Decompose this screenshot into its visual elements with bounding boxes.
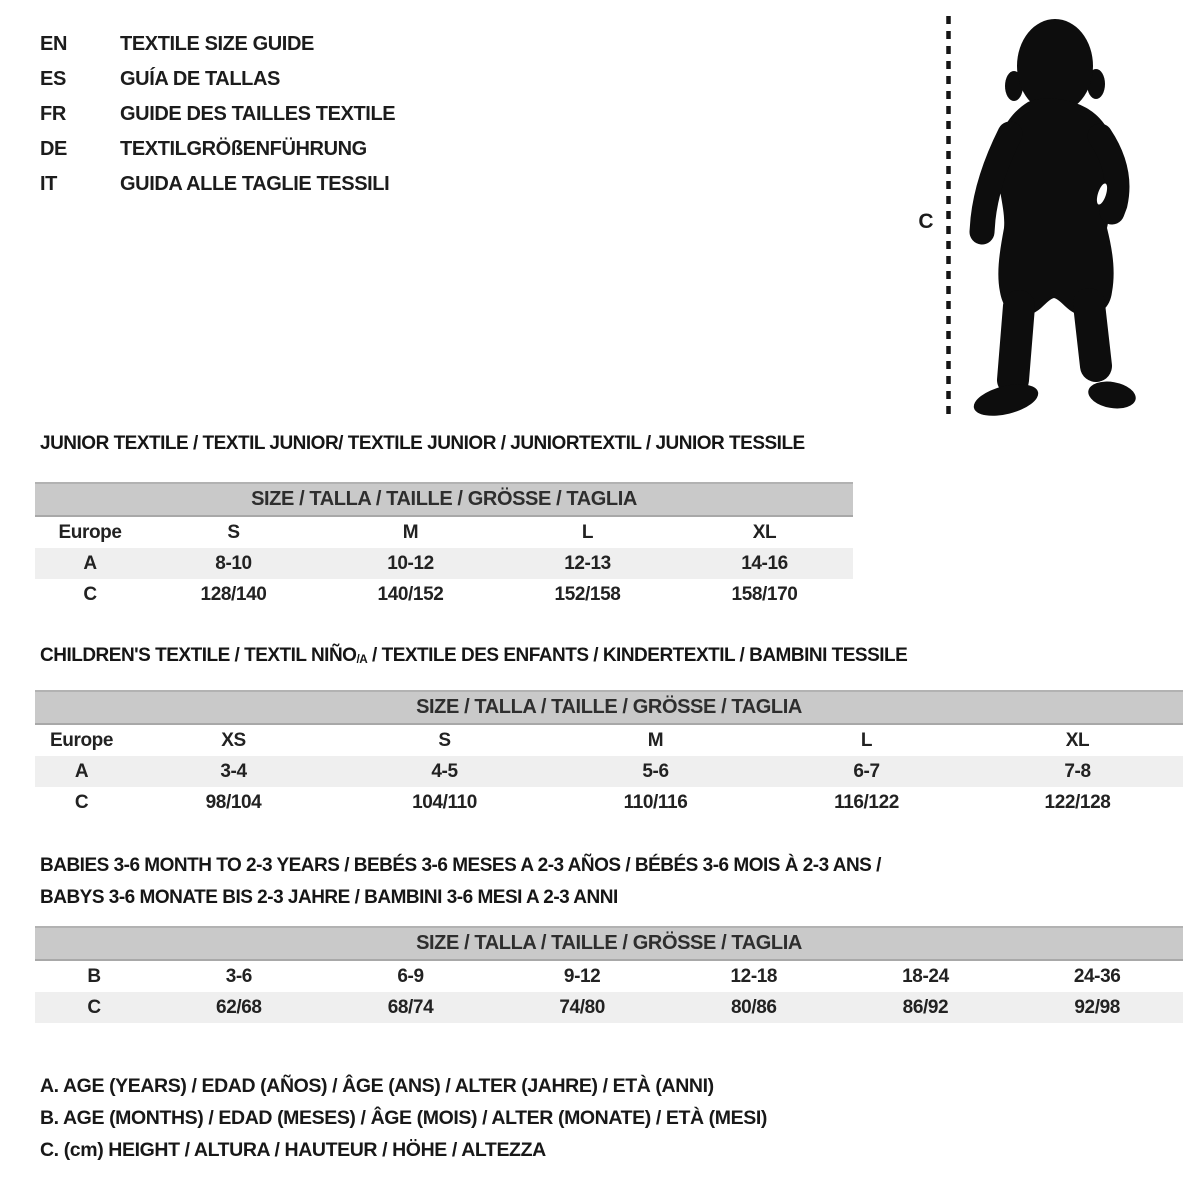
legend-line-c: C. (cm) HEIGHT / ALTURA / HAUTEUR / HÖHE / ALTEZZA: [40, 1139, 546, 1161]
size-cell: 74/80: [496, 992, 668, 1023]
size-cell: XL: [752, 521, 777, 543]
lang-row-de: [40, 132, 395, 167]
size-cell: 92/98: [1011, 992, 1183, 1023]
lang-row-es: [40, 62, 395, 97]
size-cell: 140/152: [377, 583, 444, 605]
size-header-band: SIZE / TALLA / TAILLE / GRÖSSE / TAGLIA: [35, 483, 853, 516]
size-cell: XS: [221, 729, 246, 751]
lang-code: EN: [40, 33, 67, 55]
table-row: [35, 992, 1183, 1023]
table-row: [35, 787, 1183, 818]
row-label: A: [35, 756, 128, 787]
children-title-sub: /A: [356, 653, 368, 667]
size-cell: 110/116: [623, 791, 688, 813]
lang-code: IT: [40, 173, 57, 195]
legend-line-a: A. AGE (YEARS) / EDAD (AÑOS) / ÂGE (ANS) / ALTER (JAHRE) / ETÀ (ANNI): [40, 1075, 714, 1097]
size-cell: 6-9: [397, 965, 424, 987]
children-title-prefix: CHILDREN'S TEXTILE / TEXTIL NIÑO: [40, 645, 357, 666]
row-label: Europe: [58, 521, 122, 543]
size-cell: 122/128: [1044, 791, 1111, 813]
size-cell: XL: [1065, 729, 1090, 751]
size-cell: M: [402, 521, 419, 543]
row-label: A: [35, 548, 145, 579]
size-cell: M: [647, 729, 664, 751]
measurement-legend: [40, 1070, 767, 1166]
lang-title: GUIDE DES TAILLES TEXTILE: [120, 103, 396, 125]
size-cell: 24-36: [1073, 965, 1121, 987]
lang-row-it: [40, 167, 395, 202]
babies-title-line1: BABIES 3-6 MONTH TO 2-3 YEARS / BEBÉS 3-6 MESES A 2-3 AÑOS / BÉBÉS 3-6 MOIS À 2-3 ANS /: [40, 855, 881, 876]
lang-code: FR: [40, 103, 66, 125]
size-cell: S: [227, 521, 240, 543]
children-title-suffix: / TEXTILE DES ENFANTS / KINDERTEXTIL / BAMBINI TESSILE: [367, 645, 908, 666]
size-cell: 158/170: [731, 583, 798, 605]
size-cell: 6-7: [761, 756, 972, 787]
size-cell: 14-16: [676, 548, 853, 579]
babies-size-table: [35, 926, 1183, 1023]
size-cell: 98/104: [205, 791, 262, 813]
size-header-band: SIZE / TALLA / TAILLE / GRÖSSE / TAGLIA: [35, 927, 1183, 960]
size-cell: 80/86: [668, 992, 840, 1023]
size-cell: 18-24: [902, 965, 949, 987]
table-header-row: [35, 927, 1183, 960]
babies-section-title: [40, 850, 881, 914]
children-size-table: [35, 690, 1183, 818]
table-header-row: [35, 691, 1183, 724]
junior-size-table: [35, 482, 853, 610]
language-title-list: [40, 27, 395, 202]
size-cell: 128/140: [200, 583, 267, 605]
size-cell: 8-10: [145, 548, 322, 579]
size-cell: S: [438, 729, 451, 751]
lang-title: GUÍA DE TALLAS: [120, 68, 280, 90]
row-label: C: [74, 791, 89, 813]
size-cell: 152/158: [554, 583, 621, 605]
table-row: [35, 516, 853, 548]
size-cell: 9-12: [563, 965, 601, 987]
row-label: C: [35, 992, 153, 1023]
lang-code: DE: [40, 138, 67, 160]
size-cell: 12-13: [499, 548, 676, 579]
row-label: Europe: [49, 729, 114, 751]
table-row: [35, 960, 1183, 992]
lang-title: TEXTILGRÖßENFÜHRUNG: [120, 138, 367, 160]
height-measure-dashed-line: [944, 14, 953, 418]
row-label: B: [87, 965, 101, 987]
junior-section-title: JUNIOR TEXTILE / TEXTIL JUNIOR/ TEXTILE JUNIOR / JUNIORTEXTIL / JUNIOR TESSILE: [40, 433, 805, 454]
size-cell: 62/68: [153, 992, 325, 1023]
lang-row-en: [40, 27, 395, 62]
size-cell: 4-5: [339, 756, 550, 787]
table-row: [35, 548, 853, 579]
table-row: [35, 756, 1183, 787]
size-cell: 3-4: [128, 756, 339, 787]
size-cell: L: [860, 729, 873, 751]
size-cell: 68/74: [325, 992, 497, 1023]
table-header-row: [35, 483, 853, 516]
size-cell: 86/92: [840, 992, 1012, 1023]
children-section-title: [40, 645, 907, 667]
table-row: [35, 579, 853, 610]
measure-c-label: C: [918, 210, 934, 233]
table-row: [35, 724, 1183, 756]
legend-line-b: B. AGE (MONTHS) / EDAD (MESES) / ÂGE (MOIS) / ALTER (MONATE) / ETÀ (MESI): [40, 1107, 767, 1129]
size-cell: 3-6: [225, 965, 252, 987]
size-cell: L: [581, 521, 594, 543]
size-header-band: SIZE / TALLA / TAILLE / GRÖSSE / TAGLIA: [35, 691, 1183, 724]
lang-code: ES: [40, 68, 66, 90]
size-cell: 5-6: [550, 756, 761, 787]
lang-row-fr: [40, 97, 395, 132]
lang-title: TEXTILE SIZE GUIDE: [120, 33, 314, 55]
baby-silhouette-icon: [966, 14, 1136, 424]
size-cell: 104/110: [412, 791, 477, 813]
size-cell: 7-8: [972, 756, 1183, 787]
size-cell: 12-18: [730, 965, 778, 987]
babies-title-line2: BABYS 3-6 MONATE BIS 2-3 JAHRE / BAMBINI 3-6 MESI A 2-3 ANNI: [40, 887, 618, 908]
lang-title: GUIDA ALLE TAGLIE TESSILI: [120, 173, 390, 195]
size-cell: 10-12: [322, 548, 499, 579]
row-label: C: [83, 583, 97, 605]
size-cell: 116/122: [834, 791, 899, 813]
